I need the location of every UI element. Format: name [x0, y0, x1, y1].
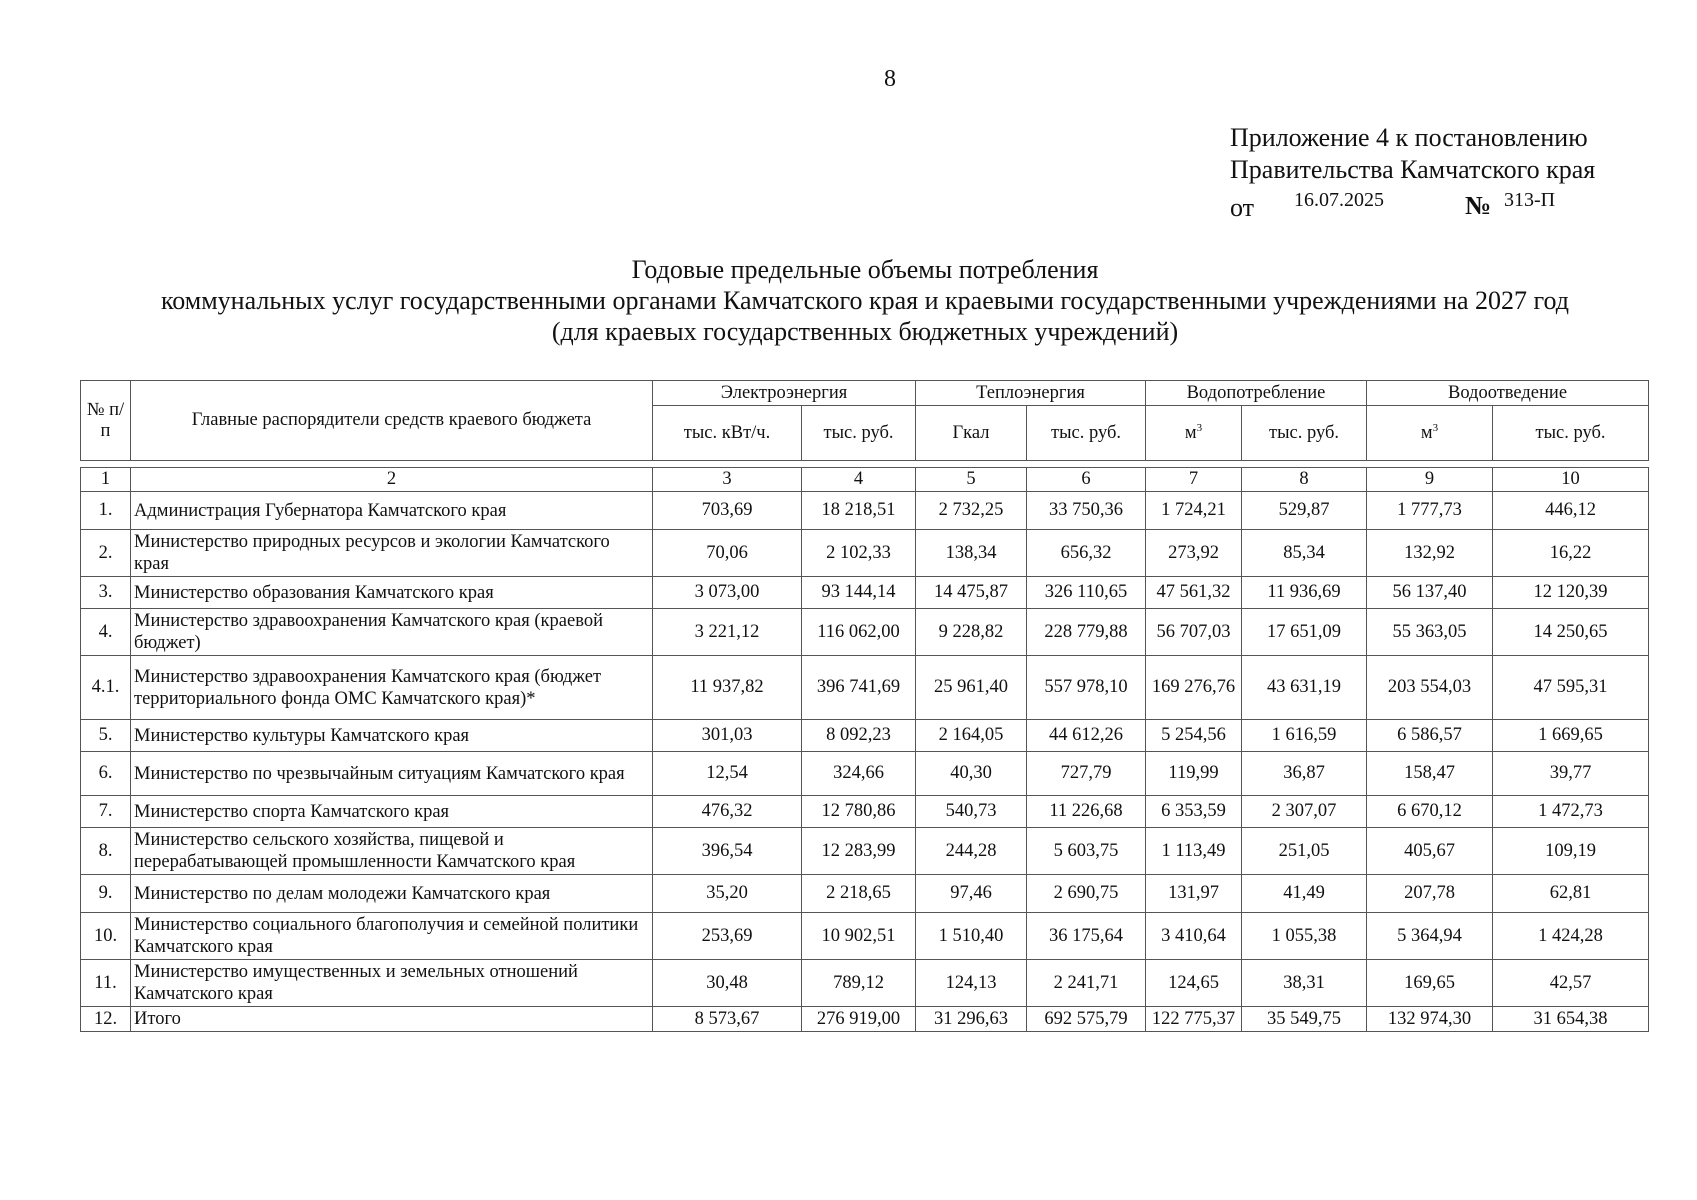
row-name: Министерство образования Камчатского края — [131, 577, 653, 609]
row-value: 203 554,03 — [1367, 656, 1493, 720]
row-value: 326 110,65 — [1027, 577, 1146, 609]
row-value: 16,22 — [1493, 530, 1649, 577]
row-value: 169,65 — [1367, 960, 1493, 1007]
row-value: 207,78 — [1367, 875, 1493, 913]
row-number: 12. — [81, 1007, 131, 1032]
row-value: 1 424,28 — [1493, 913, 1649, 960]
table-row — [81, 492, 1649, 530]
row-value: 2 690,75 — [1027, 875, 1146, 913]
row-value: 301,03 — [653, 720, 802, 752]
unit-superscript: 3 — [1432, 421, 1439, 434]
row-value: 324,66 — [802, 752, 916, 796]
header-group-electricity: Электроэнергия — [653, 381, 916, 406]
row-value: 12,54 — [653, 752, 802, 796]
row-value: 56 707,03 — [1146, 609, 1242, 656]
row-value: 8 092,23 — [802, 720, 916, 752]
row-value: 2 218,65 — [802, 875, 916, 913]
row-value: 1 055,38 — [1242, 913, 1367, 960]
table-body — [81, 461, 1649, 1032]
row-name: Министерство здравоохранения Камчатского края (краевой бюджет) — [131, 609, 653, 656]
row-value: 656,32 — [1027, 530, 1146, 577]
row-value: 119,99 — [1146, 752, 1242, 796]
column-index-cell: 4 — [802, 468, 916, 492]
row-value: 132 974,30 — [1367, 1007, 1493, 1032]
row-value: 14 250,65 — [1493, 609, 1649, 656]
row-value: 2 732,25 — [916, 492, 1027, 530]
header-unit: тыс. руб. — [1242, 406, 1367, 461]
document-title — [0, 254, 1697, 347]
row-number: 7. — [81, 796, 131, 828]
appendix-line-2: Правительства Камчатского края — [1230, 155, 1596, 184]
header-unit: тыс. руб. — [1493, 406, 1649, 461]
title-line-3: (для краевых государственных бюджетных учреждений) — [551, 317, 1179, 346]
row-value: 2 102,33 — [802, 530, 916, 577]
row-value: 8 573,67 — [653, 1007, 802, 1032]
row-value: 138,34 — [916, 530, 1027, 577]
column-index-cell: 2 — [131, 468, 653, 492]
row-number: 4. — [81, 609, 131, 656]
row-value: 109,19 — [1493, 828, 1649, 875]
row-value: 1 616,59 — [1242, 720, 1367, 752]
row-value: 17 651,09 — [1242, 609, 1367, 656]
title-line-1: Годовые предельные объемы потребления — [631, 255, 1099, 284]
row-value: 2 307,07 — [1242, 796, 1367, 828]
row-value: 276 919,00 — [802, 1007, 916, 1032]
row-value: 692 575,79 — [1027, 1007, 1146, 1032]
row-name: Министерство имущественных и земельных отношений Камчатского края — [131, 960, 653, 1007]
row-name: Министерство природных ресурсов и экологии Камчатского края — [131, 530, 653, 577]
row-number: 5. — [81, 720, 131, 752]
appendix-ot: от — [1230, 193, 1255, 222]
row-value: 540,73 — [916, 796, 1027, 828]
row-value: 2 164,05 — [916, 720, 1027, 752]
column-index-cell: 8 — [1242, 468, 1367, 492]
row-value: 33 750,36 — [1027, 492, 1146, 530]
row-value: 18 218,51 — [802, 492, 916, 530]
row-value: 228 779,88 — [1027, 609, 1146, 656]
row-value: 38,31 — [1242, 960, 1367, 1007]
row-value: 47 595,31 — [1493, 656, 1649, 720]
header-unit: тыс. кВт/ч. — [653, 406, 802, 461]
row-name: Администрация Губернатора Камчатского края — [131, 492, 653, 530]
appendix-line-1: Приложение 4 к постановлению — [1230, 123, 1588, 152]
row-number: 4.1. — [81, 656, 131, 720]
row-value: 36 175,64 — [1027, 913, 1146, 960]
row-value: 12 283,99 — [802, 828, 916, 875]
row-name: Министерство спорта Камчатского края — [131, 796, 653, 828]
row-number: 1. — [81, 492, 131, 530]
row-value: 55 363,05 — [1367, 609, 1493, 656]
header-group-water-supply: Водопотребление — [1146, 381, 1367, 406]
row-name: Итого — [131, 1007, 653, 1032]
row-value: 56 137,40 — [1367, 577, 1493, 609]
row-value: 42,57 — [1493, 960, 1649, 1007]
row-value: 253,69 — [653, 913, 802, 960]
row-value: 2 241,71 — [1027, 960, 1146, 1007]
column-index-cell: 7 — [1146, 468, 1242, 492]
row-value: 1 724,21 — [1146, 492, 1242, 530]
row-value: 12 780,86 — [802, 796, 916, 828]
row-value: 1 113,49 — [1146, 828, 1242, 875]
row-number: 9. — [81, 875, 131, 913]
row-value: 6 353,59 — [1146, 796, 1242, 828]
row-value: 35,20 — [653, 875, 802, 913]
row-value: 6 586,57 — [1367, 720, 1493, 752]
row-number: 8. — [81, 828, 131, 875]
row-value: 396 741,69 — [802, 656, 916, 720]
row-value: 6 670,12 — [1367, 796, 1493, 828]
table-row — [81, 796, 1649, 828]
row-number: 11. — [81, 960, 131, 1007]
row-value: 557 978,10 — [1027, 656, 1146, 720]
row-value: 251,05 — [1242, 828, 1367, 875]
row-value: 97,46 — [916, 875, 1027, 913]
appendix-date-row — [1230, 186, 1595, 222]
row-value: 396,54 — [653, 828, 802, 875]
header-group-water-disposal: Водоотведение — [1367, 381, 1649, 406]
row-value: 44 612,26 — [1027, 720, 1146, 752]
row-value: 3 073,00 — [653, 577, 802, 609]
table-row — [81, 609, 1649, 656]
header-unit: тыс. руб. — [1027, 406, 1146, 461]
row-name: Министерство сельского хозяйства, пищевой и перерабатывающей промышленности Камчатского края — [131, 828, 653, 875]
row-value: 1 777,73 — [1367, 492, 1493, 530]
row-value: 12 120,39 — [1493, 577, 1649, 609]
row-value: 11 936,69 — [1242, 577, 1367, 609]
row-value: 405,67 — [1367, 828, 1493, 875]
column-index-cell: 10 — [1493, 468, 1649, 492]
row-number: 2. — [81, 530, 131, 577]
unit-text: м — [1420, 423, 1433, 444]
row-value: 31 296,63 — [916, 1007, 1027, 1032]
row-value: 476,32 — [653, 796, 802, 828]
row-value: 41,49 — [1242, 875, 1367, 913]
table-row — [81, 960, 1649, 1007]
table-row — [81, 720, 1649, 752]
row-value: 124,65 — [1146, 960, 1242, 1007]
header-separator — [81, 461, 1649, 468]
row-name: Министерство культуры Камчатского края — [131, 720, 653, 752]
header-no: № п/п — [81, 381, 131, 461]
column-index-row — [81, 468, 1649, 492]
row-value: 39,77 — [1493, 752, 1649, 796]
row-value: 122 775,37 — [1146, 1007, 1242, 1032]
appendix-block — [1230, 122, 1596, 222]
row-value: 31 654,38 — [1493, 1007, 1649, 1032]
appendix-date: 16.07.2025 — [1294, 189, 1384, 211]
row-value: 25 961,40 — [916, 656, 1027, 720]
row-value: 5 603,75 — [1027, 828, 1146, 875]
separator-cell — [81, 461, 1649, 468]
row-value: 124,13 — [916, 960, 1027, 1007]
row-value: 5 364,94 — [1367, 913, 1493, 960]
title-line-2: коммунальных услуг государственными органами Камчатского края и краевыми государственными учреждениями на 2027 год — [160, 286, 1570, 315]
row-value: 132,92 — [1367, 530, 1493, 577]
row-value: 11 226,68 — [1027, 796, 1146, 828]
header-group-heat: Теплоэнергия — [916, 381, 1146, 406]
row-value: 131,97 — [1146, 875, 1242, 913]
table-row — [81, 913, 1649, 960]
row-value: 70,06 — [653, 530, 802, 577]
row-value: 35 549,75 — [1242, 1007, 1367, 1032]
row-number: 10. — [81, 913, 131, 960]
row-value: 30,48 — [653, 960, 802, 1007]
table-row — [81, 752, 1649, 796]
table-row — [81, 656, 1649, 720]
row-name: Министерство по делам молодежи Камчатского края — [131, 875, 653, 913]
row-name: Министерство по чрезвычайным ситуациям Камчатского края — [131, 752, 653, 796]
header-unit: Гкал — [916, 406, 1027, 461]
row-value: 93 144,14 — [802, 577, 916, 609]
row-value: 703,69 — [653, 492, 802, 530]
table-row — [81, 1007, 1649, 1032]
row-value: 5 254,56 — [1146, 720, 1242, 752]
row-value: 9 228,82 — [916, 609, 1027, 656]
row-value: 43 631,19 — [1242, 656, 1367, 720]
unit-text: м — [1184, 423, 1197, 444]
header-unit-cubic-meter — [1146, 406, 1242, 461]
header-unit: тыс. руб. — [802, 406, 916, 461]
column-index-cell: 5 — [916, 468, 1027, 492]
row-value: 3 221,12 — [653, 609, 802, 656]
appendix-number-sign: № — [1465, 191, 1492, 220]
column-index-cell: 6 — [1027, 468, 1146, 492]
row-name: Министерство социального благополучия и семейной политики Камчатского края — [131, 913, 653, 960]
row-value: 10 902,51 — [802, 913, 916, 960]
row-value: 1 472,73 — [1493, 796, 1649, 828]
unit-superscript: 3 — [1196, 421, 1203, 434]
row-value: 1 669,65 — [1493, 720, 1649, 752]
row-value: 85,34 — [1242, 530, 1367, 577]
row-value: 789,12 — [802, 960, 916, 1007]
row-number: 6. — [81, 752, 131, 796]
row-value: 529,87 — [1242, 492, 1367, 530]
row-value: 727,79 — [1027, 752, 1146, 796]
row-value: 116 062,00 — [802, 609, 916, 656]
table-row — [81, 530, 1649, 577]
row-name: Министерство здравоохранения Камчатского края (бюджет территориального фонда ОМС Камчатского края)* — [131, 656, 653, 720]
table-row — [81, 875, 1649, 913]
header-unit-cubic-meter — [1367, 406, 1493, 461]
column-index-cell: 3 — [653, 468, 802, 492]
column-index-cell: 9 — [1367, 468, 1493, 492]
row-value: 158,47 — [1367, 752, 1493, 796]
appendix-number: 313-П — [1504, 189, 1556, 211]
page-number: 8 — [884, 66, 896, 92]
column-index-cell: 1 — [81, 468, 131, 492]
row-value: 40,30 — [916, 752, 1027, 796]
row-value: 1 510,40 — [916, 913, 1027, 960]
row-value: 62,81 — [1493, 875, 1649, 913]
row-value: 14 475,87 — [916, 577, 1027, 609]
row-value: 36,87 — [1242, 752, 1367, 796]
row-value: 3 410,64 — [1146, 913, 1242, 960]
row-value: 11 937,82 — [653, 656, 802, 720]
table-row — [81, 828, 1649, 875]
table-row — [81, 577, 1649, 609]
row-value: 446,12 — [1493, 492, 1649, 530]
consumption-limits-table — [80, 380, 1649, 1032]
row-value: 47 561,32 — [1146, 577, 1242, 609]
row-value: 273,92 — [1146, 530, 1242, 577]
row-number: 3. — [81, 577, 131, 609]
header-name: Главные распорядители средств краевого бюджета — [131, 381, 653, 461]
row-value: 169 276,76 — [1146, 656, 1242, 720]
row-value: 244,28 — [916, 828, 1027, 875]
